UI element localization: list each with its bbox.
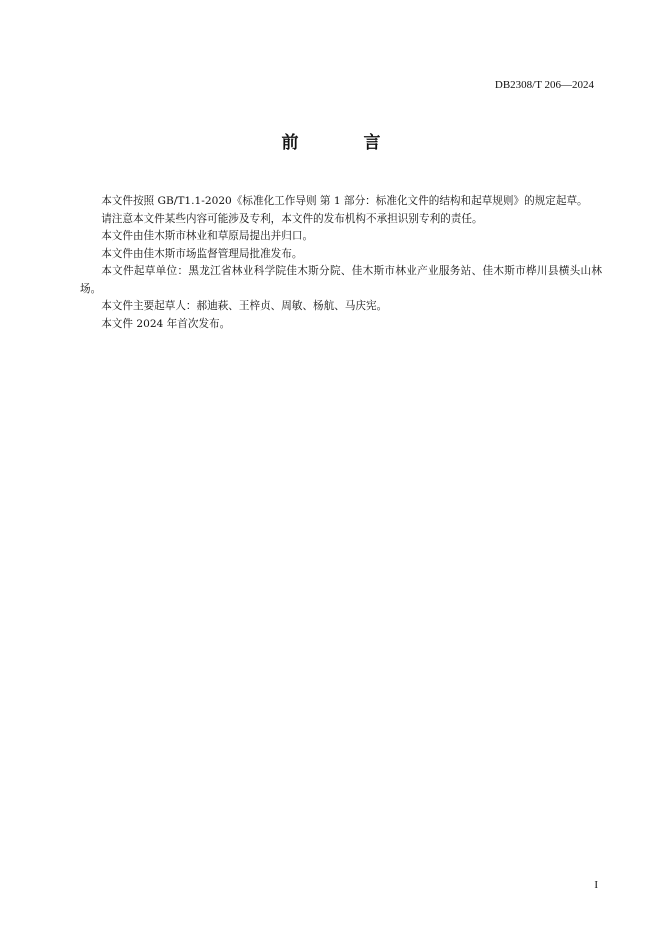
- paragraph-patent-notice: 请注意本文件某些内容可能涉及专利，本文件的发布机构不承担识别专利的责任。: [101, 212, 483, 225]
- foreword-body: [80, 193, 602, 333]
- page-number: I: [594, 879, 598, 891]
- page-title: 前 言: [281, 133, 405, 153]
- paragraph-release: 本文件 2024 年首次发布。: [101, 317, 231, 330]
- paragraph-approver: 本文件由佳木斯市场监督管理局批准发布。: [101, 247, 303, 260]
- paragraph-drafting-units: 本文件起草单位：黑龙江省林业科学院佳木斯分院、佳木斯市林业产业服务站、佳木斯市桦川县横头山林场。: [80, 265, 602, 295]
- paragraph-drafting-basis: 本文件按照 GB/T1.1-2020《标准化工作导则 第 1 部分：标准化文件的结构和起草规则》的规定起草。: [101, 195, 588, 207]
- paragraph-proposer: 本文件由佳木斯市林业和草原局提出并归口。: [101, 230, 314, 242]
- paragraph-drafters: 本文件主要起草人：郝迪萩、王梓贞、周敏、杨航、马庆宪。: [101, 300, 388, 312]
- document-code: DB2308/T 206—2024: [494, 79, 594, 91]
